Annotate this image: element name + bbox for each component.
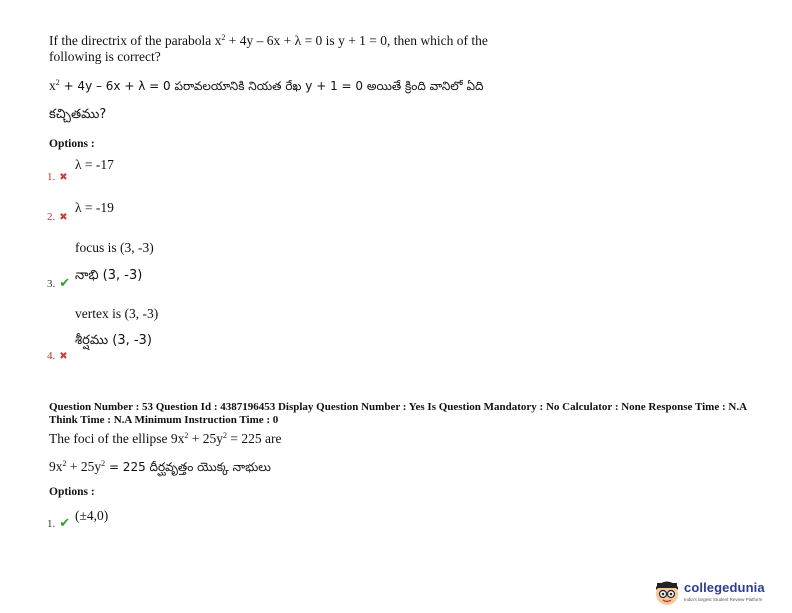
- mascot-icon: [652, 578, 682, 608]
- q53-telugu: $9x^2 + 25y^2 = 225$ దీర్ఘవృత్తం యొక్క నాభులు: [49, 459, 271, 474]
- q53-meta: Question Number : 53 Question Id : 4387196453 Display Question Number : Yes Is Question Mandatory : No Calculator : None Response Time : N.A Think Time : N.A Minimum Instruction Time : 0: [49, 401, 747, 426]
- q52-english-line-2: following is correct?: [49, 49, 161, 64]
- q53-options-label: Options :: [49, 486, 95, 498]
- q52-option-4-text-en: vertex is (3, -3): [75, 306, 159, 321]
- q52-english-line-1: If the directrix of the parabola $x^2 + 4y - 6x + \lambda = 0$ is y + 1 = 0, then which of the: [49, 33, 488, 48]
- q52-option-3-text-en: focus is (3, -3): [75, 240, 154, 255]
- correct-check-icon: ✔: [59, 516, 71, 531]
- q52-option-4[interactable]: [47, 346, 68, 364]
- q52-option-2-text: λ = -19: [75, 200, 114, 215]
- q52-telugu-line-2: కచ్చితము?: [49, 107, 107, 122]
- q52-option-1[interactable]: [47, 167, 68, 185]
- brand-tagline: India's largest Student Review Platform: [684, 597, 763, 602]
- q52-option-4-text-te: శీర్షము (3, -3): [75, 333, 152, 348]
- q52-option-2[interactable]: [47, 207, 68, 225]
- wrong-cross-icon: ✖: [59, 212, 68, 223]
- q53-option-1[interactable]: [47, 514, 70, 532]
- option-number: 3.: [47, 278, 56, 290]
- option-number: 1.: [47, 518, 56, 530]
- correct-check-icon: ✔: [59, 276, 71, 291]
- q53-english: The foci of the ellipse $9x^2 + 25y^2 = 225$ are: [49, 431, 282, 446]
- q52-option-3-text-te: నాభి (3, -3): [75, 268, 143, 283]
- option-number: 2.: [47, 211, 56, 223]
- brand-name: collegedunia: [684, 580, 765, 595]
- q53-option-1-text: (±4,0): [75, 508, 109, 523]
- q52-option-3[interactable]: [47, 274, 70, 292]
- option-number: 1.: [47, 171, 56, 183]
- q52-options-label: Options :: [49, 138, 95, 150]
- q52-telugu-line-1: $x^2 + 4y - 6x + \lambda = 0$ పరావలయానికి నియత రేఖ y + 1 = 0 అయితే క్రింది వానిలో ఏది: [49, 78, 484, 93]
- wrong-cross-icon: ✖: [59, 351, 68, 362]
- q52-option-1-text: λ = -17: [75, 157, 114, 172]
- collegedunia-logo[interactable]: [652, 578, 792, 608]
- option-number: 4.: [47, 350, 56, 362]
- wrong-cross-icon: ✖: [59, 172, 68, 183]
